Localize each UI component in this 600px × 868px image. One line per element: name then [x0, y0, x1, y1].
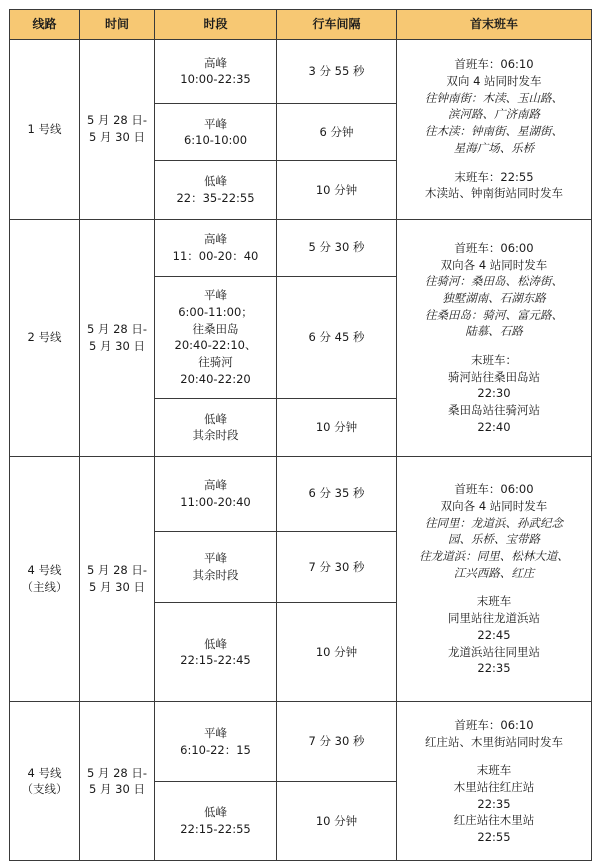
header-first-last: 首末班车	[397, 10, 592, 40]
period-cell	[155, 702, 277, 782]
last-note: 木渎站、钟南街站同时发车	[425, 186, 563, 201]
header-date: 时间	[80, 10, 155, 40]
period-label: 低峰	[204, 174, 227, 189]
interval-value: 5 分 30 秒	[308, 240, 365, 255]
first-last-cell	[397, 702, 592, 861]
date-cell	[80, 39, 155, 219]
period-time: 22:15-22:55	[180, 822, 251, 837]
date-start: 5 月 28 日-	[86, 113, 148, 128]
period-label: 高峰	[204, 478, 227, 493]
interval-value: 7 分 30 秒	[308, 734, 365, 749]
date-start: 5 月 28 日-	[86, 322, 148, 337]
period-time: 20:40-22:10、	[174, 338, 257, 353]
period-cell	[155, 161, 277, 219]
period-label: 低峰	[204, 411, 227, 426]
period-time: 其余时段	[192, 428, 239, 443]
last-note: 22:55	[477, 829, 511, 844]
first-note: 红庄站、木里街站同时发车	[425, 734, 563, 749]
last-note: 22:45	[477, 627, 511, 642]
period-time: 22:15-22:45	[180, 653, 251, 668]
first-train: 首班车：06:00	[454, 241, 534, 256]
first-note: 陆慕、石路	[465, 324, 523, 339]
period-label: 低峰	[204, 636, 227, 651]
last-note: 龙道浜站往同里站	[448, 644, 540, 659]
period-time: 往骑河	[198, 354, 233, 369]
table-row	[10, 219, 592, 276]
period-time: 其余时段	[192, 567, 239, 582]
header-interval: 行车间隔	[277, 10, 397, 40]
header-row	[10, 10, 592, 40]
period-label: 平峰	[204, 726, 227, 741]
last-note: 22:35	[477, 796, 511, 811]
first-note: 往骑河：桑田岛、松涛街、	[425, 274, 563, 289]
interval-cell	[277, 531, 397, 603]
interval-cell	[277, 398, 397, 456]
period-time: 20:40-22:20	[180, 371, 251, 386]
first-note: 往桑田岛：骑河、富元路、	[425, 307, 563, 322]
last-note: 木里站往红庄站	[453, 779, 535, 794]
interval-value: 10 分钟	[315, 644, 358, 659]
first-last-cell	[397, 219, 592, 456]
period-time: 11:00-20:40	[180, 494, 251, 509]
header-period: 时段	[155, 10, 277, 40]
line-name-sub: （主线）	[21, 580, 68, 595]
date-cell	[80, 702, 155, 861]
line-name	[10, 456, 80, 701]
period-label: 平峰	[204, 551, 227, 566]
last-train: 末班车：22:55	[454, 169, 534, 184]
date-end: 5 月 30 日	[89, 338, 145, 353]
interval-value: 3 分 55 秒	[308, 64, 365, 79]
first-note: 独墅湖南、石湖东路	[442, 291, 546, 306]
period-cell	[155, 456, 277, 531]
first-train: 首班车：06:00	[454, 482, 534, 497]
interval-value: 10 分钟	[315, 182, 358, 197]
table-row	[10, 39, 592, 103]
interval-value: 6 分 35 秒	[308, 486, 365, 501]
line-name-sub: （支线）	[21, 782, 68, 797]
period-time: 往桑田岛	[192, 321, 239, 336]
date-end: 5 月 30 日	[89, 782, 145, 797]
first-train: 首班车：06:10	[454, 717, 534, 732]
period-label: 高峰	[204, 232, 227, 247]
last-train: 末班车	[476, 763, 512, 778]
last-note: 22:30	[477, 386, 511, 401]
period-cell	[155, 276, 277, 398]
first-note: 双向各 4 站同时发车	[440, 257, 548, 272]
first-last-cell	[397, 456, 592, 701]
date-cell	[80, 219, 155, 456]
interval-value: 7 分 30 秒	[308, 559, 365, 574]
period-time: 10:00-22:35	[180, 72, 251, 87]
period-time: 6:10-22：15	[180, 742, 251, 757]
first-note: 园、乐桥、宝带路	[448, 532, 540, 547]
interval-cell	[277, 104, 397, 161]
last-train: 末班车	[476, 594, 512, 609]
line-name	[10, 39, 80, 219]
last-note: 22:40	[477, 419, 511, 434]
date-cell	[80, 456, 155, 701]
first-note: 往龙道浜：同里、松林大道、	[419, 549, 569, 564]
period-label: 高峰	[204, 55, 227, 70]
period-cell	[155, 531, 277, 603]
period-cell	[155, 219, 277, 276]
first-note: 往木渎：钟南街、星湖街、	[425, 124, 563, 139]
schedule-table	[9, 9, 592, 861]
interval-cell	[277, 161, 397, 219]
period-time: 6:10-10:00	[183, 133, 248, 148]
first-note: 滨河路、广济南路	[448, 107, 540, 122]
line-name-text: 4 号线	[27, 563, 62, 578]
line-name	[10, 702, 80, 861]
first-last-cell	[397, 39, 592, 219]
period-label: 平峰	[204, 116, 227, 131]
period-cell	[155, 39, 277, 103]
first-note: 往钟南街：木渎、玉山路、	[425, 90, 563, 105]
line-name-text: 2 号线	[27, 330, 62, 345]
last-note: 骑河站往桑田岛站	[448, 369, 540, 384]
interval-cell	[277, 276, 397, 398]
last-note: 桑田岛站往骑河站	[448, 403, 540, 418]
period-time: 11：00-20：40	[172, 248, 259, 263]
date-start: 5 月 28 日-	[86, 765, 148, 780]
period-cell	[155, 104, 277, 161]
last-note: 22:35	[477, 661, 511, 676]
date-end: 5 月 30 日	[89, 580, 145, 595]
period-label: 平峰	[204, 288, 227, 303]
line-name	[10, 219, 80, 456]
date-start: 5 月 28 日-	[86, 563, 148, 578]
first-train: 首班车：06:10	[454, 57, 534, 72]
interval-cell	[277, 603, 397, 702]
interval-value: 6 分 45 秒	[308, 329, 365, 344]
last-note: 红庄站往木里站	[453, 813, 535, 828]
period-time: 22：35-22:55	[176, 191, 255, 205]
last-train: 末班车：	[471, 353, 517, 368]
interval-cell	[277, 782, 397, 861]
first-note: 往同里：龙道浜、孙武纪念	[425, 515, 563, 530]
first-note: 双向 4 站同时发车	[446, 74, 542, 89]
interval-value: 6 分钟	[319, 124, 354, 139]
first-note: 江兴西路、红庄	[453, 565, 535, 580]
period-cell	[155, 603, 277, 702]
line-name-text: 4 号线	[27, 765, 62, 780]
last-note: 同里站往龙道浜站	[448, 611, 540, 626]
interval-cell	[277, 702, 397, 782]
period-time: 6:00-11:00；	[178, 304, 253, 319]
interval-value: 10 分钟	[315, 419, 358, 434]
interval-cell	[277, 219, 397, 276]
period-cell	[155, 782, 277, 861]
period-cell	[155, 398, 277, 456]
interval-cell	[277, 39, 397, 103]
first-note: 双向各 4 站同时发车	[440, 499, 548, 514]
line-name-text: 1 号线	[27, 121, 62, 136]
interval-value: 10 分钟	[315, 813, 358, 828]
period-label: 低峰	[204, 805, 227, 820]
interval-cell	[277, 456, 397, 531]
table-row	[10, 456, 592, 531]
date-end: 5 月 30 日	[89, 130, 145, 145]
header-line: 线路	[10, 10, 80, 40]
table-row	[10, 702, 592, 782]
first-note: 星海广场、乐桥	[453, 140, 535, 155]
